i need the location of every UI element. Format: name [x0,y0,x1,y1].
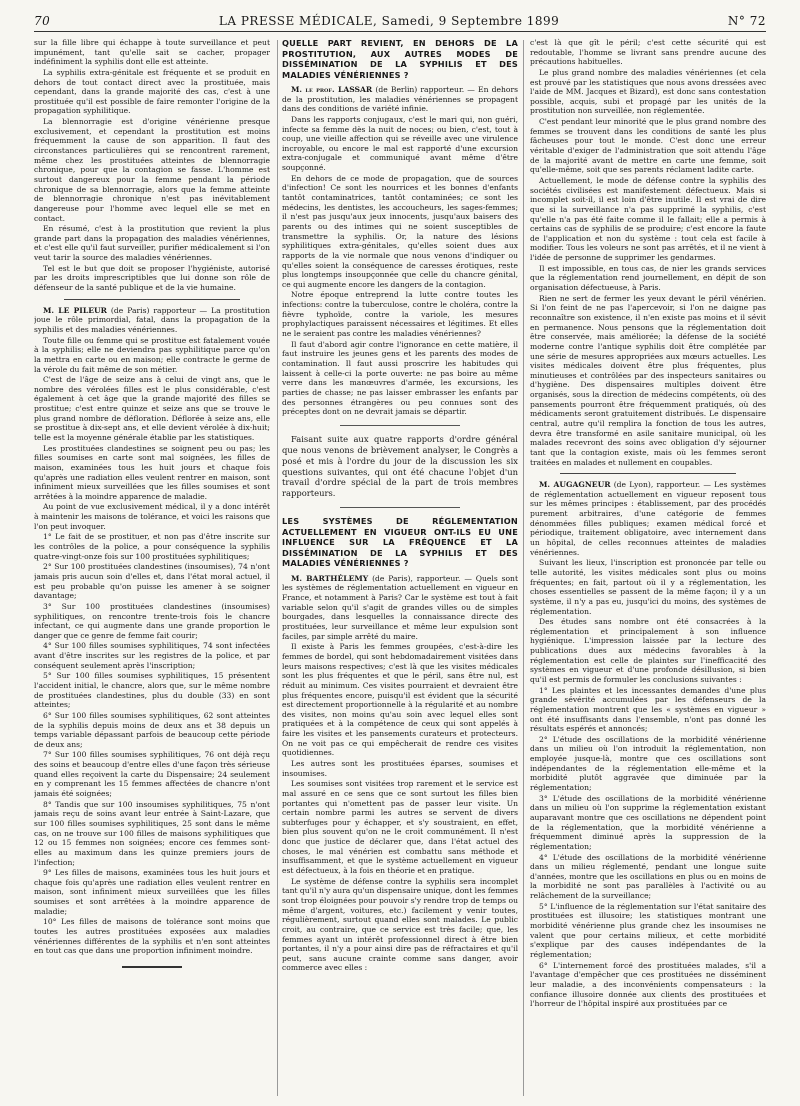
paragraph: Les soumises sont visitées trop rarement et le service est mal assuré en ce sens que ce sont surtout les filles bien portantes qui n'omettent pas de passer leur visite. Un certain nombre parmi les autres se servent de divers subterfuges pour y échapper, et s'y soustraient, en effet, bien plus souvent qu'on ne le croit communément. Il n'est donc que justice de déclarer que, dans l'état actuel des choses, le mal vénérien est combattu sans méthode et insuffisamment, et que le système actuellement en vigueur est défectueux, à la fois en théorie et en pratique. [282,779,518,876]
paragraph: En dehors de ce mode de propagation, que de sources d'infection! Ce sont les nourrices et les bonnes d'enfants tantôt contaminatrices, tantôt contaminées; ce sont les médecins, les dentistes, les accoucheurs, les sages-femmes; il n'est pas jusqu'aux jeux innocents, jusqu'aux baisers des parents ou des intimes qui ne soient susceptibles de transmettre la syphilis. Or, la nature des lésions syphilitiques extra-génitales, qu'elles soient dues aux rapports de la vie normale que nous venons d'indiquer ou qu'elles soient la conséquence de caresses érotiques, reste plus longtemps insoupçonnée que celle du chancre génital, ce qui augmente encore les dangers de la contagion. [282,173,518,289]
speaker-paragraph [282,85,518,114]
paragraph: Il existe à Paris les femmes groupées, c'est-à-dire les femmes de bordel, qui sont hebdomadairement visitées dans leurs maisons respectives; c'est là que les visites médicales sont les plus fréquentes et que le péril, sans être nul, est réduit au minimum. Ces visites pourraient et devraient être plus fréquentes encore, puisqu'il est évident que la sécurité est directement proportionnelle à la régularité et au nombre des visites, non moins qu'au soin avec lequel elles sont pratiquées et à la compétence de ceux qui sont appelés à faire les visites et les pansements curateurs et protecteurs. On ne voit pas ce qui empêcherait de rendre ces visites quotidiennes. [282,642,518,758]
issue-number: N° 72 [727,14,766,28]
paragraph: C'est de l'âge de seize ans à celui de vingt ans, que le nombre des vérolées filles est le plus considérable, c'est également à cet âge que la grande majorité des filles se prostitue; c'est entre quinze et seize ans que se trouve le plus grand nombre de défloration. Déflorée à seize ans, elle se prostitue à dix-sept ans, et elle devient vérolée à dix-huit; telle est la moyenne générale établie par les statistiques. [34,375,270,442]
speaker-name: M. BARTHÉLEMY [291,573,369,583]
paragraph: Les autres sont les prostituées éparses, soumises et insoumises. [282,758,518,778]
page-number: 70 [34,14,51,28]
speaker-name: M. le prof. LASSAR [291,85,373,94]
paragraph: 6° Sur 100 filles soumises syphilitiques, 62 sont atteintes de la syphilis depuis moins de deux ans et 38 depuis un temps variable dépassant parfois de beaucoup cette période de deux ans; [34,710,270,749]
paragraph: Suivant les lieux, l'inscription est prononcée par telle ou telle autorité, les visites médicales sont plus ou moins fréquentes; en fait, partout où il y a réglementation, les choses essentielles se passent de la même façon; il y a un système, il n'y a pas eu, jusqu'ici du moins, des systèmes de réglementation. [530,558,766,616]
paragraph: Des études sans nombre ont été consacrées à la réglementation et principalement à son influence hygiénique. L'impression laissée par la lecture des publications dues aux médecins favorables à la réglementation est celle de plaintes sur l'inefficacité des systèmes en vigueur et d'une profonde désillusion, si bien qu'il est permis de formuler les conclusions suivantes : [530,617,766,684]
speaker-intro: (de Lyon), rapporteur. — Les systèmes de réglementation actuellement en vigueur reposent tous sur les mêmes principes : établissement, par des procédés purement arbitraires, d'une catégorie de femmes dénommées filles publiques; examen médical forcé et périodique, traitement obligatoire, avec internement dans un hôpital, de celles reconnues atteintes de maladies vénériennes. [530,480,766,557]
journal-title: LA PRESSE MÉDICALE, Samedi, 9 Septembre 1899 [218,14,560,28]
paragraph: sur la fille libre qui échappe à toute surveillance et peut impunément, tant qu'elle sait se cacher, propager indéfiniment la syphilis dont elle est atteinte. [34,38,270,67]
speaker-name: M. LE PILEUR [43,305,107,315]
paragraph: Le système de défense contre la syphilis sera incomplet tant qu'il n'y aura qu'un dispensaire unique, dont les femmes sont trop éloignées pour pouvoir s'y rendre trop de temps ou même d'argent, voitures, etc.) facilement y venir toutes, régulièrement, surtout quand elles sont malades. Le public croit, au contraire, que ce service est très facile; que, les femmes ayant un intérêt professionnel direct à être bien portantes, il n'y a pour ainsi dire pas de réfractaires et qu'il peut, sans aucune crainte comme sans danger, avoir commerce avec elles : [282,876,518,973]
paragraph: 4° Sur 100 filles soumises syphilitiques, 74 sont infectées avant d'être inscrites sur les registres de la police, et par conséquent seulement après l'inscription; [34,641,270,670]
section-heading: QUELLE PART REVIENT, EN DEHORS DE LA PROSTITUTION, AUX AUTRES MODES DE DISSÉMINATION DE LA SYPHILIS ET DES MALADIES VÉNÉRIENNES ? [282,38,518,80]
paragraph: 2° L'étude des oscillations de la morbidité vénérienne dans un milieu où l'on introduit la réglementation, non employée jusque-là, montre que ces oscillations sont indépendantes de la réglementation elle-même et la morbidité plutôt aggravée que diminuée par la réglementation; [530,734,766,793]
paragraph: La syphilis extra-génitale est fréquente et se produit en dehors de tout contact direct avec la prostituée, mais cependant, dans la grande majorité des cas, c'est à une prostituée qu'il est possible de faire remonter l'origine de la propagation syphilitique. [34,67,270,116]
paragraph: 7° Sur 100 filles soumises syphilitiques, 76 ont déjà reçu des soins et beaucoup d'entre elles d'une façon très sérieuse quand elles reçoivent la carte du Dispensaire; 24 seulement en y comprenant les 15 femmes affectées de chancre n'ont jamais été soignées; [34,750,270,799]
speaker-intro: (de Berlin) rapporteur. — En dehors de la prostitution, les maladies vénériennes se propagent dans des conditions de variété infinie. [282,85,518,114]
paragraph: 1° Les plaintes et les incessantes demandes d'une plus grande sévérité accumulées par les défenseurs de la réglementation montrent que les « systèmes en vigueur » ont été insuffisants dans l'ensemble, n'ont pas donné les résultats espérés et annoncés; [530,685,766,734]
section-divider [340,425,460,426]
speaker-paragraph [530,480,766,557]
end-divider [122,966,182,968]
section-heading: LES SYSTÈMES DE RÉGLEMENTATION ACTUELLEMENT EN VIGUEUR ONT-ILS EU UNE INFLUENCE SUR LA FRÉQUENCE ET LA DISSÉMINATION DE LA SYPHILIS ET DES MALADIES VÉNÉRIENNES ? [282,516,518,569]
column-2 [282,38,518,1098]
paragraph: Les prostituées clandestines se soignent peu ou pas; les filles soumises en carte sont mal soignées, les filles de maison, examinées tous les huit jours et chaque fois qu'après une radiation elles veulent rentrer en maison, sont infiniment mieux surveillées que les filles soumises et sont arrêtées à la moindre apparence de maladie. [34,443,270,501]
paragraph: 4° L'étude des oscillations de la morbidité vénérienne dans un milieu réglementé, pendant une longue suite d'années, montre que les oscillations en plus ou en moins de la morbidité ne sont pas parallèles à l'activité ou au relâchement de la surveillance; [530,852,766,901]
article-columns [34,38,766,1098]
paragraph: 6° L'internement forcé des prostituées malades, s'il a l'avantage d'empêcher que ces prostituées ne disséminent leur maladie, a des inconvénients compensateurs : la confiance illusoire donnée aux clients des prostituées et l'horreur de l'hôpital inspiré aux prostituées par ce [530,960,766,1009]
paragraph: Notre époque entreprend la lutte contre toutes les infections: contre la tuberculose, contre le choléra, contre la fièvre typhoïde, contre la variole, les mesures prophylactiques paraissent nécessaires et légitimes. Et elles ne le seraient pas contre les maladies vénériennes? [282,290,518,339]
speaker-paragraph [282,574,518,641]
paragraph: 3° L'étude des oscillations de la morbidité vénérienne dans un milieu où l'on supprime la réglementation existant auparavant montre que ces oscillations ne dépendent point de la réglementation, que la morbidité vénérienne a fréquemment diminué après la suppression de la réglementation; [530,793,766,851]
paragraph: 2° Sur 100 prostituées clandestines (insoumises), 74 n'ont jamais pris aucun soin d'elles et, dans l'état moral actuel, il est peu probable qu'on puisse les amener à se soigner davantage; [34,562,270,601]
speaker-intro: (de Paris) rapporteur — La prostitution joue le rôle primordial, fatal, dans la propagation de la syphilis et des maladies vénériennes. [34,305,270,334]
speaker-paragraph [34,306,270,335]
section-divider [560,473,736,474]
paragraph: 1° Le fait de se prostituer, et non pas d'être inscrite sur les contrôles de la police, a pour conséquence la syphilis quatre-vingt-onze fois sur 100 prostituées syphilitiques; [34,532,270,561]
section-divider [64,299,240,300]
paragraph: 9° Les filles de maisons, examinées tous les huit jours et chaque fois qu'après une radiation elles veulent rentrer en maison, sont infiniment mieux surveillées que les filles soumises et sont arrêtées à la moindre apparence de maladie; [34,868,270,916]
paragraph: 3° Sur 100 prostituées clandestines (insoumises) syphilitiques, on rencontre trente-trois fois le chancre infectant, ce qui augmente dans une grande proportion le danger que ce genre de femme fait courir; [34,601,270,640]
paragraph: Toute fille ou femme qui se prostitue est fatalement vouée à la syphilis; elle ne deviendra pas syphilitique parce qu'on la mettra en carte ou en maison; elle contracte le germe de la vérole du fait même de son métier. [34,335,270,374]
paragraph: Actuellement, le mode de défense contre la syphilis des sociétés civilisées est manifestement défectueux. Mais si incomplet soit-il, il est loin d'être inutile. Il est vrai de dire que si la surveillance n'a pas supprimé la syphilis, c'est qu'elle n'a pas été faite comme il le fallait; elle a permis à certains cas de syphilis de se produire; c'est encore la faute de l'application et non du système : tout cela est facile à modifier. Tous les voleurs ne sont pas arrêtés, et il ne vient à l'idée de personne de supprimer les gendarmes. [530,175,766,263]
paragraph: Rien ne sert de fermer les yeux devant le péril vénérien. Si l'on feint de ne pas l'apercevoir, si l'on ne daigne pas reconnaître son existence, il n'en existe pas moins et il sévit en permanence. Nous pensons que la réglementation doit être conservée, mais améliorée; la défense de la société moderne contre l'antique syphilis doit être complétée par une série de mesures appropriées aux mœurs actuelles. Les visites médicales doivent être plus fréquentes, plus minutieuses et contrôlées par des inspecteurs sanitaires ou d'hygiène. Des dispensaires multiples doivent être organisés, sous la direction de médecins compétents, où des pansements pourront être fréquemment pratiqués, où des médicaments seront gratuitement distribués. Le dispensaire central, autre qu'il remplira la fonction de tous les autres, devra être transformé en asile sanitaire municipal, où les malades recevront des soins avec obligation d'y séjourner tant que la contagion existe, mais où les femmes seront traitées en malades et nullement en coupables. [530,293,766,467]
column-3 [530,38,766,1098]
paragraph: Au point de vue exclusivement médical, il y a donc intérêt à maintenir les maisons de tolérance, et voici les raisons que l'on peut invoquer. [34,502,270,531]
paragraph: c'est là que gît le péril; c'est cette sécurité qui est redoutable, l'homme se livrant sans prendre aucune des précautions habituelles. [530,38,766,67]
paragraph: Il est impossible, en tous cas, de nier les grands services que la réglementation rend journellement, en dépit de son organisation défectueuse, à Paris. [530,263,766,293]
paragraph: La blennorragie est d'origine vénérienne presque exclusivement, et cependant la prostitution est moins fréquemment la cause de son apparition. Il faut des circonstances particulières qui se rencontrent rarement, même chez les prostituées atteintes de blennorragie chronique, pour que la contagion se fasse. L'homme est surtout dangereux pour la femme pendant la période chronique de sa blennorragie, alors que la femme atteinte de blennorragie chronique n'est pas inévitablement dangereuse pour l'homme avec lequel elle se met en contact. [34,117,270,223]
speaker-intro: (de Paris), rapporteur. — Quels sont les systèmes de réglementation actuellement en vigueur en France, et notamment à Paris? Car le système est tout à fait variable selon qu'il s'agit de grandes villes ou de simples bourgades, dans lesquelles la connaissance directe des prostituées, leur surveillance et même leur expulsion sont faciles, par simple arrêté du maire. [282,573,518,641]
paragraph: 10° Les filles de maisons de tolérance sont moins que toutes les autres prostituées exposées aux maladies vénériennes différentes de la syphilis et n'en sont atteintes en tout cas que dans une proportion infiniment moindre. [34,917,270,956]
paragraph: Tel est le but que doit se proposer l'hygiéniste, autorisé par les droits imprescriptibles que lui donne son rôle de défenseur de la santé publique et de la vie humaine. [34,263,270,293]
paragraph: 5° Sur 100 filles soumises syphilitiques, 15 présentent l'accident initial, le chancre, alors que, sur le même nombre de prostituées clandestines, plus du double (33) en sont atteintes; [34,671,270,710]
section-divider [340,507,460,508]
paragraph: Faisant suite aux quatre rapports d'ordre général que nous venons de brièvement analyser, le Congrès a posé et mis à l'ordre du jour de la discussion les six questions suivantes, qui ont été chacune l'objet d'un travail d'ordre spécial de la part de trois membres rapporteurs. [282,433,518,499]
paragraph: Dans les rapports conjugaux, c'est le mari qui, non guéri, infecte sa femme dès la nuit de noces; ou bien, c'est, tout à coup, une vieille affection qui se réveille avec une virulence incroyable, ou encore le mal est rapporté d'une excursion extra-conjugale et communiqué avant même d'être soupçonné. [282,114,518,173]
page-header [34,14,766,32]
paragraph: Il faut d'abord agir contre l'ignorance en cette matière, il faut instruire les jeunes gens et les parents des modes de contamination. Il faut aussi proscrire les habitudes qui laissent à celle-ci la porte ouverte: ne pas boire au même verre dans les manœuvres d'armée, les excursions, les parties de chasse; ne pas laisser embrasser les enfants par des personnes étrangères ou peu connues sont des préceptes dont on ne devrait jamais se départir. [282,339,518,417]
column-1 [34,38,270,1098]
paragraph: C'est pendant leur minorité que le plus grand nombre des femmes se trouvent dans les conditions de santé les plus fâcheuses pour tout le monde. C'est donc une erreur véritable d'exiger de l'administration que soit attendu l'âge de la majorité avant de mettre en carte une femme, soit qu'elle-même, soit que ses parents réclament ladite carte. [530,117,766,175]
paragraph: En résumé, c'est à la prostitution que revient la plus grande part dans la propagation des maladies vénériennes, et c'est elle qu'il faut surveiller, purifier médicalement si l'on veut tarir la source des maladies vénériennes. [34,224,270,263]
speaker-name: M. AUGAGNEUR [539,480,611,490]
paragraph: 5° L'influence de la réglementation sur l'état sanitaire des prostituées est illusoire; les statistiques montrant une morbidité vénérienne plus grande chez les insoumises ne valent que pour certains milieux, et cette morbidité s'explique par des causes indépendantes de la réglementation; [530,901,766,959]
paragraph: Le plus grand nombre des maladies vénériennes (et cela est prouvé par les statistiques que nous avons dressées avec l'aide de MM. Jacques et Bizard), est donc sans contestation possible, acquis, subi et propagé par les unités de la prostitution non surveillée, non réglementée. [530,67,766,116]
paragraph: 8° Tandis que sur 100 insoumises syphilitiques, 75 n'ont jamais reçu de soins avant leur entrée à Saint-Lazare, que sur 100 filles soumises syphilitiques, 25 sont dans le même cas, on ne trouve sur 100 filles de maisons syphilitiques que 12 ou 15 femmes non soignées; encore ces femmes sont-elles au maximum dans les quinze premiers jours de l'infection; [34,799,270,867]
